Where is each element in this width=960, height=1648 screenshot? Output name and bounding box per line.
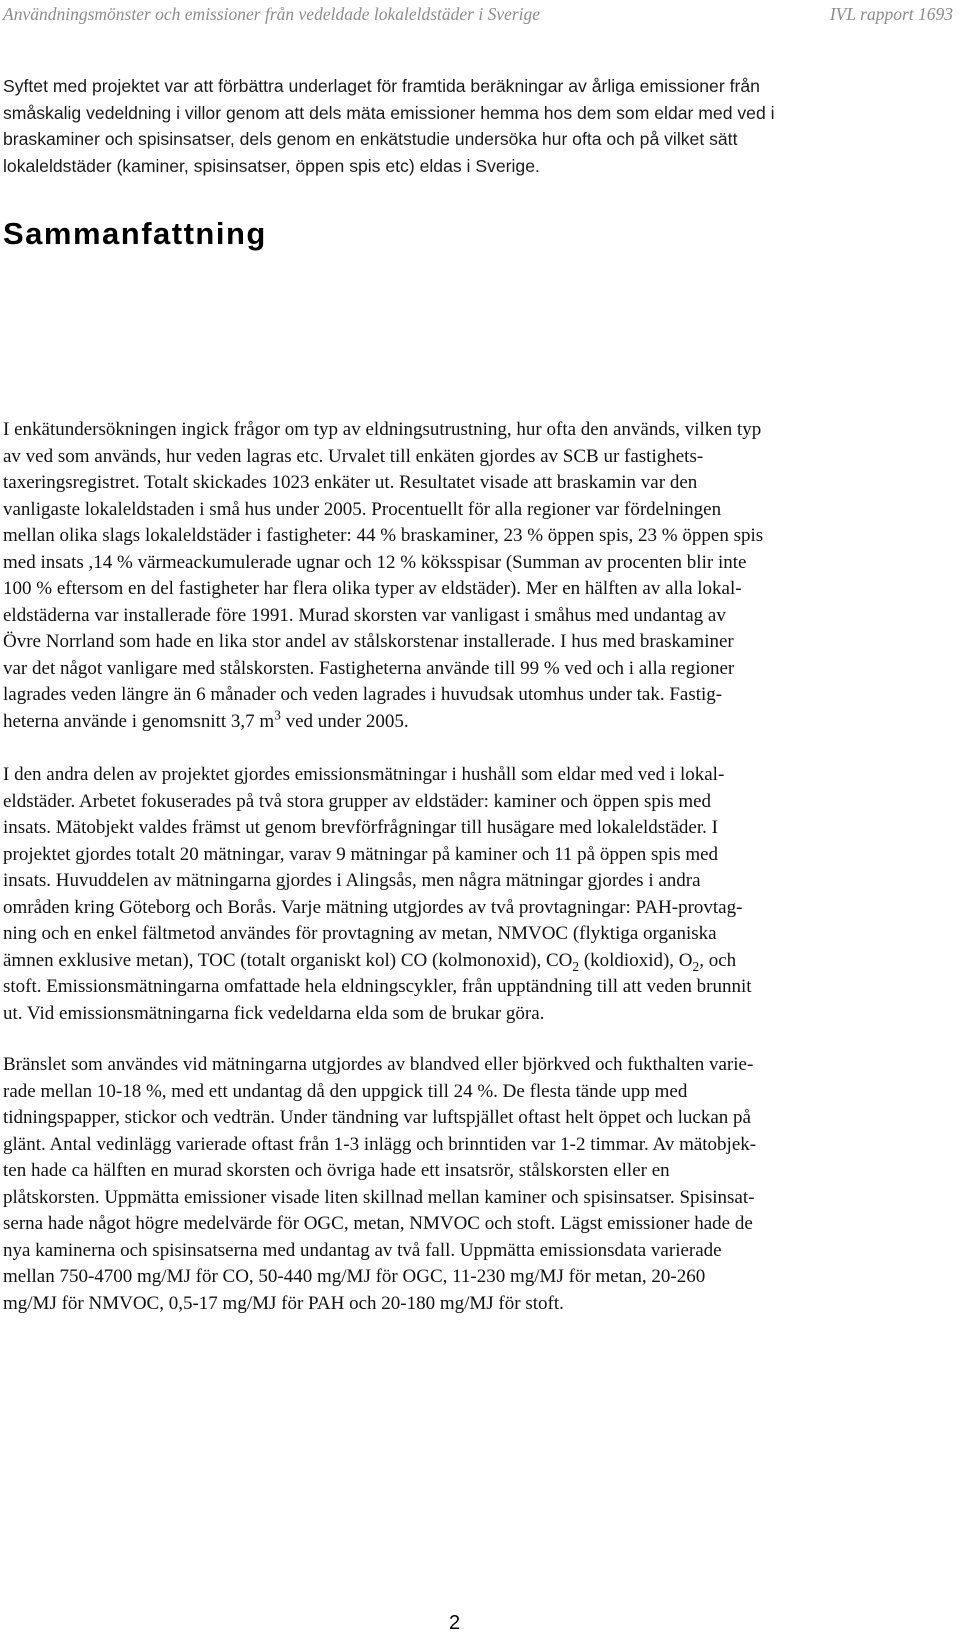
cubic-superscript: 3 <box>274 707 281 723</box>
paragraph-line: eldstäderna var installerade före 1991. Murad skorsten var vanligast i småhus med undantag av <box>3 604 726 626</box>
section-title: Sammanfattning <box>3 216 267 251</box>
paragraph-line: stoft. Emissionsmätningarna omfattade hela eldningscykler, från upptändning till att veden brunnit <box>3 976 752 997</box>
paragraph-line: lokaleldstäder (kaminer, spisinsatser, öppen spis etc) eldas i Sverige. <box>3 155 540 176</box>
paragraph-line: I den andra delen av projektet gjordes emissionsmätningar i hushåll som eldar med ved i lokal- <box>3 764 725 785</box>
paragraph-line: projektet gjordes totalt 20 mätningar, varav 9 mätningar på kaminer och 11 på öppen spis med <box>3 843 719 865</box>
paragraph-line: eldstäder. Arbetet fokuserades på två stora grupper av eldstäder: kaminer och öppen spis med <box>3 790 712 812</box>
paragraph-line: braskaminer och spisinsatser, dels genom en enkätstudie undersöka hur ofta och på vilket sätt <box>3 129 738 149</box>
paragraph-line: områden kring Göteborg och Borås. Varje mätning utgjordes av två provtagningar: PAH-provtag- <box>3 896 743 918</box>
paragraph-line: småskalig vedeldning i villor genom att dels mäta emissioner hemma hos dem som eldar med ved i <box>3 102 775 123</box>
paragraph-line: insats. Mätobjekt valdes främst ut genom brevförfrågningar till husägare med lokaleldstäder. I <box>3 817 718 838</box>
volume-tail: ved under 2005. <box>280 710 409 732</box>
paragraph-line: ut. Vid emissionsmätningarna fick vedeldarna elda som de brukar göra. <box>3 1002 545 1024</box>
paragraph-line: med insats ,14 % värmeackumulerade ugnar och 12 % köksspisar (Summan av procenten blir inte <box>3 551 747 573</box>
paragraph-line: rade mellan 10-18 %, med ett undantag då den uppgick till 24 %. De flesta tände upp med <box>3 1080 688 1102</box>
paragraph-line: taxeringsregistret. Totalt skickades 1023 enkäter ut. Resultatet visade att braskamin var den <box>3 472 698 493</box>
header-report-title: Användningsmönster och emissioner från vedeldade lokaleldstäder i Sverige <box>3 4 541 24</box>
gas-text-c: , och <box>699 949 737 971</box>
paragraph-line: ten hade ca hälften en murad skorsten och övriga hade ett insatsrör, stålskorsten eller en <box>3 1160 670 1181</box>
paragraph-line: var det något vanligare med stålskorsten. Fastigheterna använde till 99 % ved och i alla regioner <box>3 657 735 679</box>
paragraph-line: I enkätundersökningen ingick frågor om typ av eldningsutrustning, hur ofta den används, vilken typ <box>3 419 762 440</box>
paragraph-1 <box>3 73 903 179</box>
header-report-number: IVL rapport 1693 <box>829 4 953 24</box>
paragraph-line: av ved som används, hur veden lagras etc. Urvalet till enkäten gjordes av SCB ur fastighets- <box>3 445 704 467</box>
paragraph-line: lagrades veden längre än 6 månader och veden lagrades i huvudsak utomhus under tak. Fastig- <box>3 684 723 705</box>
paragraph-line: insats. Huvuddelen av mätningarna gjordes i Alingsås, men några mätningar gjordes i andra <box>3 870 701 891</box>
paragraph-line: Syftet med projektet var att förbättra underlaget för framtida beräkningar av årliga emissioner från <box>3 76 760 96</box>
paragraph-line: mellan olika slags lokaleldstäder i fastigheter: 44 % braskaminer, 23 % öppen spis, 23 % öppen spis <box>3 525 764 546</box>
co2-subscript: 2 <box>572 958 580 974</box>
paragraph-line <box>3 709 923 736</box>
gas-text-a: ämnen exklusive metan), TOC (totalt organiskt kol) CO (kolmonoxid), CO <box>3 949 573 971</box>
paragraph-line: plåtskorsten. Uppmätta emissioner visade liten skillnad mellan kaminer och spisinsatser. Spisinsat- <box>3 1186 755 1208</box>
paragraph-line: vanligaste lokaleldstaden i små hus under 2005. Procentuellt för alla regioner var fördelningen <box>3 498 722 520</box>
paragraph-line: serna hade något högre medelvärde för OGC, metan, NMVOC och stoft. Lägst emissioner hade de <box>3 1213 753 1234</box>
page-number: 2 <box>449 1612 461 1634</box>
gas-text-b: (koldioxid), O <box>579 949 693 971</box>
paragraph-line: Bränslet som användes vid mätningarna utgjordes av blandved eller björkved och fukthalten varie- <box>3 1054 754 1075</box>
paragraph-line: glänt. Antal vedinlägg varierade oftast från 1-3 inlägg och brinntiden var 1-2 timmar. Av mätobjek- <box>3 1133 757 1155</box>
paragraph-3 <box>3 762 923 1027</box>
paragraph-4 <box>3 1052 923 1317</box>
paragraph-2 <box>3 417 923 735</box>
paragraph-line: mg/MJ för NMVOC, 0,5-17 mg/MJ för PAH och 20-180 mg/MJ för stoft. <box>3 1292 564 1314</box>
volume-text: heterna använde i genomsnitt 3,7 m <box>3 710 275 732</box>
paragraph-line: Övre Norrland som hade en lika stor andel av stålskorstenar installerade. I hus med braskaminer <box>3 631 734 652</box>
paragraph-line: nya kaminerna och spisinsatserna med undantag av två fall. Uppmätta emissionsdata varierade <box>3 1239 722 1261</box>
paragraph-line: 100 % eftersom en del fastigheter har flera olika typer av eldstäder). Mer en hälften av alla lokal- <box>3 578 742 599</box>
paragraph-line: tidningspapper, stickor och vedträn. Under tändning var luftspjället oftast helt öppet och luckan på <box>3 1107 751 1128</box>
paragraph-line <box>3 948 923 975</box>
paragraph-line: mellan 750-4700 mg/MJ för CO, 50-440 mg/MJ för OGC, 11-230 mg/MJ för metan, 20-260 <box>3 1266 706 1287</box>
running-header <box>3 4 953 30</box>
paragraph-line: ning och en enkel fältmetod användes för provtagning av metan, NMVOC (flyktiga organiska <box>3 923 717 944</box>
o2-subscript: 2 <box>692 958 700 974</box>
